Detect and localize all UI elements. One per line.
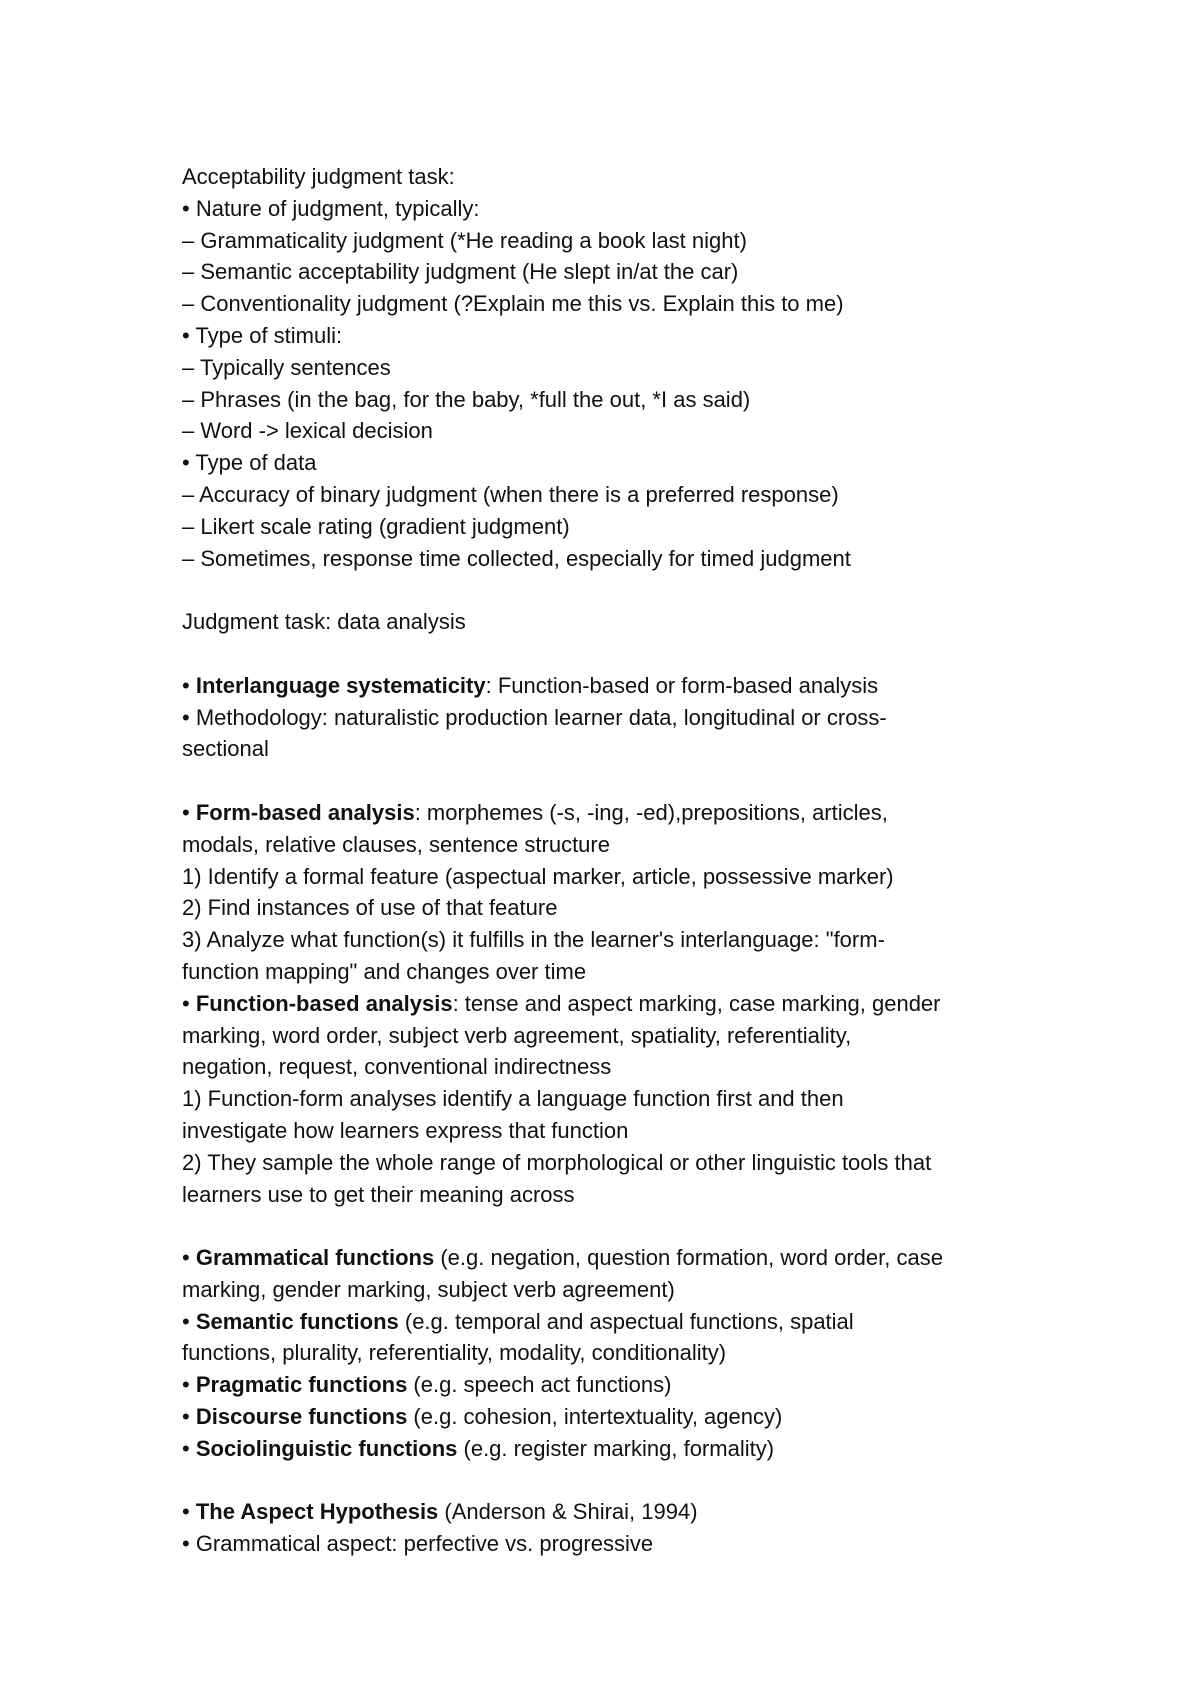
bold-term: Grammatical functions (195, 1245, 435, 1271)
sub-item: – Accuracy of binary judgment (when there is a preferred response) (182, 481, 839, 507)
bold-term: Sociolinguistic functions (195, 1435, 458, 1461)
sub-item: – Grammaticality judgment (*He reading a book last night) (182, 227, 747, 253)
continuation-line: functions, plurality, referentiality, modality, conditionality) (182, 1340, 727, 1366)
bullet-text: : morphemes (-s, -ing, -ed),prepositions, articles, (414, 799, 888, 825)
numbered-step: 1) Function-form analyses identify a language function first and then (182, 1086, 844, 1112)
bullet-item (182, 1306, 1042, 1338)
numbered-step: 2) They sample the whole range of morphological or other linguistic tools that (182, 1149, 932, 1175)
bullet-text: (e.g. temporal and aspectual functions, spatial (398, 1308, 854, 1334)
sub-item: – Sometimes, response time collected, especially for timed judgment (182, 545, 851, 571)
sub-item: – Semantic acceptability judgment (He slept in/at the car) (182, 259, 739, 285)
bullet-text: (e.g. negation, question formation, word order, case (434, 1245, 943, 1271)
continuation-line: sectional (182, 736, 269, 762)
bullet-heading: • Nature of judgment, typically: (182, 195, 480, 221)
spacer (182, 638, 1042, 670)
bullet-marker: • (182, 1499, 196, 1525)
sub-item: – Phrases (in the bag, for the baby, *full the out, *I as said) (182, 386, 751, 412)
bold-term: Discourse functions (195, 1404, 408, 1430)
bullet-text: (e.g. cohesion, intertextuality, agency) (407, 1404, 783, 1430)
bullet-marker: • (182, 1404, 196, 1430)
bullet-text: (e.g. register marking, formality) (457, 1435, 775, 1461)
sub-item: – Typically sentences (182, 354, 391, 380)
bullet-marker: • (182, 1245, 196, 1271)
bold-term: Function-based analysis (195, 990, 453, 1016)
bold-term: Interlanguage systematicity (195, 672, 486, 698)
bullet-marker: • (182, 1372, 196, 1398)
spacer (182, 765, 1042, 797)
bullet-item: • Methodology: naturalistic production learner data, longitudinal or cross- (182, 704, 887, 730)
bold-term: Semantic functions (195, 1308, 399, 1334)
numbered-step: 2) Find instances of use of that feature (182, 895, 558, 921)
sub-item: – Conventionality judgment (?Explain me this vs. Explain this to me) (182, 291, 844, 317)
spacer (182, 574, 1042, 606)
continuation-line: modals, relative clauses, sentence structure (182, 831, 610, 857)
numbered-step: 1) Identify a formal feature (aspectual marker, article, possessive marker) (182, 863, 894, 889)
continuation-line: marking, gender marking, subject verb agreement) (182, 1276, 675, 1302)
bullet-heading: • Type of data (182, 450, 317, 476)
section-title: Judgment task: data analysis (182, 609, 466, 635)
bullet-text: (Anderson & Shirai, 1994) (438, 1499, 698, 1525)
continuation-line: negation, request, conventional indirectness (182, 1054, 612, 1080)
sub-item: – Word -> lexical decision (182, 418, 433, 444)
bullet-marker: • (182, 799, 196, 825)
bullet-item (182, 1433, 1042, 1465)
bullet-item (182, 1242, 1042, 1274)
spacer (182, 1465, 1042, 1497)
bullet-item (182, 1401, 1042, 1433)
bold-term: Pragmatic functions (195, 1372, 408, 1398)
bullet-item (182, 797, 1042, 829)
bullet-item (182, 988, 1042, 1020)
sub-item: – Likert scale rating (gradient judgment) (182, 513, 570, 539)
bullet-marker: • (182, 1308, 196, 1334)
bullet-item (182, 1369, 1042, 1401)
bullet-marker: • (182, 672, 196, 698)
bullet-heading: • Type of stimuli: (182, 322, 343, 348)
bullet-text: : Function-based or form-based analysis (485, 672, 879, 698)
continuation-line: investigate how learners express that function (182, 1117, 629, 1143)
document-body (182, 161, 1042, 1560)
bold-term: The Aspect Hypothesis (195, 1499, 439, 1525)
continuation-line: marking, word order, subject verb agreement, spatiality, referentiality, (182, 1022, 852, 1048)
bullet-item (182, 1496, 1042, 1528)
bullet-marker: • (182, 1435, 196, 1461)
bullet-text: (e.g. speech act functions) (407, 1372, 672, 1398)
bullet-marker: • (182, 990, 196, 1016)
section-title: Acceptability judgment task: (182, 164, 455, 189)
continuation-line: function mapping" and changes over time (182, 958, 587, 984)
numbered-step: 3) Analyze what function(s) it fulfills in the learner's interlanguage: "form- (182, 927, 885, 953)
bold-term: Form-based analysis (195, 799, 415, 825)
spacer (182, 1210, 1042, 1242)
continuation-line: learners use to get their meaning across (182, 1181, 575, 1207)
bullet-item (182, 670, 1042, 702)
bullet-item: • Grammatical aspect: perfective vs. progressive (182, 1531, 654, 1557)
bullet-text: : tense and aspect marking, case marking, gender (452, 990, 941, 1016)
